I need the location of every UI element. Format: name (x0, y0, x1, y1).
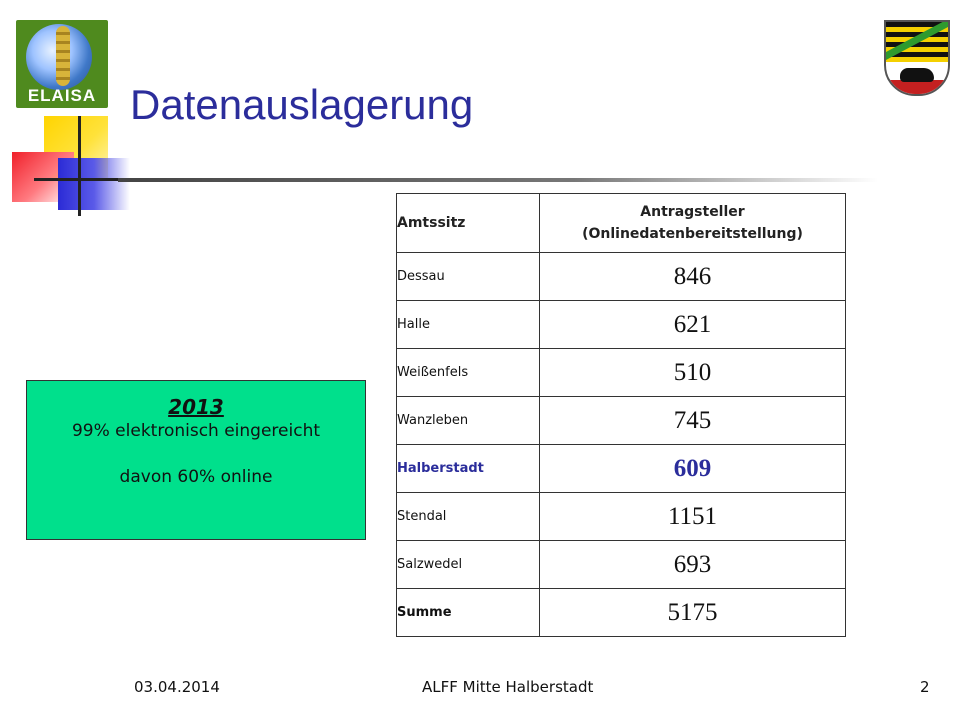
table-row (397, 493, 846, 541)
row-name: Weißenfels (397, 349, 540, 397)
footer-date: 03.04.2014 (134, 678, 220, 696)
info-box (26, 380, 366, 540)
row-name: Stendal (397, 493, 540, 541)
logo-text: ELAISA (27, 86, 97, 105)
table-header-row (397, 194, 846, 253)
row-name: Dessau (397, 253, 540, 301)
table-row (397, 349, 846, 397)
coat-of-arms-icon (884, 20, 950, 96)
applicant-table (396, 193, 846, 637)
row-value: 5175 (540, 589, 846, 637)
row-value: 745 (540, 397, 846, 445)
table-row (397, 253, 846, 301)
row-value: 693 (540, 541, 846, 589)
table-row-highlighted (397, 445, 846, 493)
elaisa-logo (16, 20, 108, 108)
table-row-sum (397, 589, 846, 637)
coat-wall (886, 80, 948, 94)
title-underline-rule (118, 178, 878, 182)
wheat-icon (56, 26, 70, 86)
row-value: 846 (540, 253, 846, 301)
row-value: 621 (540, 301, 846, 349)
info-line2: davon 60% online (119, 467, 273, 487)
row-value: 1151 (540, 493, 846, 541)
header-antragsteller-line2: (Onlinedatenbereitstellung) (582, 226, 803, 242)
table-row (397, 301, 846, 349)
row-value: 510 (540, 349, 846, 397)
header-antragsteller-line1: Antragsteller (640, 204, 745, 220)
decor-blue-square (58, 158, 130, 210)
slide-title: Datenauslagerung (130, 81, 474, 128)
row-name: Summe (397, 589, 540, 637)
decor-horizontal-line (34, 178, 124, 181)
table-row (397, 397, 846, 445)
header-antragsteller (540, 194, 846, 253)
row-name: Halle (397, 301, 540, 349)
row-name: Halberstadt (397, 445, 540, 493)
row-name: Salzwedel (397, 541, 540, 589)
footer-center-text: ALFF Mitte Halberstadt (422, 678, 594, 696)
row-name: Wanzleben (397, 397, 540, 445)
row-value: 609 (540, 445, 846, 493)
footer-page-number: 2 (920, 678, 930, 696)
info-line1: 99% elektronisch eingereicht (71, 421, 321, 441)
bear-icon (900, 68, 934, 82)
info-year: 2013 (168, 395, 224, 419)
header-amtssitz: Amtssitz (397, 194, 540, 253)
decor-vertical-line (78, 116, 81, 216)
table-row (397, 541, 846, 589)
